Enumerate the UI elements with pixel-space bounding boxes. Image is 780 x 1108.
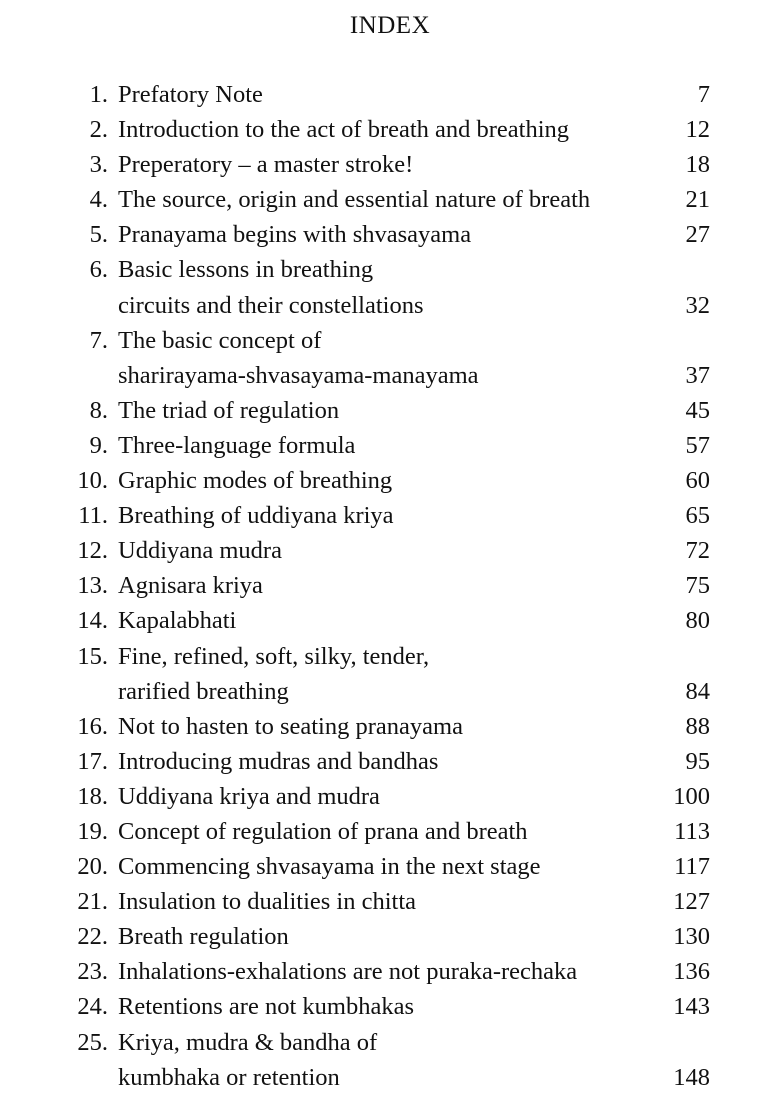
entry-page-number: 80 <box>685 607 710 635</box>
entry-title-line: Breathing of uddiyana kriya <box>118 502 394 530</box>
entry-number: 12. <box>77 537 108 565</box>
index-entry <box>0 884 780 919</box>
entry-number: 17. <box>77 747 108 775</box>
entry-page-number: 37 <box>685 361 710 389</box>
entry-number: 23. <box>77 958 108 986</box>
entry-number: 9. <box>89 431 108 459</box>
entry-title-line: Breath regulation <box>118 923 289 951</box>
entry-title <box>118 217 610 252</box>
entry-page-number: 57 <box>685 431 710 459</box>
entry-title <box>118 814 610 849</box>
entry-title <box>118 884 610 919</box>
entry-number: 7. <box>89 326 108 354</box>
entry-page-number: 117 <box>674 853 710 881</box>
index-entry <box>0 709 780 744</box>
entry-title-line: Agnisara kriya <box>118 572 263 600</box>
entry-title <box>118 1025 610 1095</box>
index-entry <box>0 252 780 322</box>
index-entry <box>0 814 780 849</box>
index-entry <box>0 849 780 884</box>
entry-number: 11. <box>78 502 108 530</box>
entry-page-number: 100 <box>673 782 710 810</box>
index-entry <box>0 498 780 533</box>
index-entry <box>0 1025 780 1095</box>
entry-number: 13. <box>77 572 108 600</box>
entry-title-line: Insulation to dualities in chitta <box>118 888 417 916</box>
entry-number: 4. <box>89 186 108 214</box>
entry-title-line: Not to hasten to seating pranayama <box>118 712 463 740</box>
entry-title-line: Concept of regulation of prana and breath <box>118 817 528 845</box>
entry-page-number: 143 <box>673 993 710 1021</box>
entry-title-line: Kapalabhati <box>118 607 237 635</box>
index-entry <box>0 533 780 568</box>
entry-title-line: Basic lessons in breathing <box>118 256 374 284</box>
entry-title-line: The basic concept of <box>118 326 322 354</box>
index-entry <box>0 77 780 112</box>
entry-page-number: 95 <box>685 747 710 775</box>
entry-number: 14. <box>77 607 108 635</box>
index-entry <box>0 182 780 217</box>
index-entry <box>0 779 780 814</box>
entry-title-line: Introducing mudras and bandhas <box>118 747 439 775</box>
entry-page-number: 32 <box>685 291 710 319</box>
entry-page-number: 113 <box>674 817 710 845</box>
entry-title <box>118 428 610 463</box>
entry-title-line: Uddiyana mudra <box>118 537 282 565</box>
entry-page-number: 84 <box>685 677 710 705</box>
entry-title <box>118 989 610 1024</box>
entry-title-line: Pranayama begins with shvasayama <box>118 221 472 249</box>
entry-number: 21. <box>77 888 108 916</box>
entry-page-number: 60 <box>685 467 710 495</box>
index-entry <box>0 217 780 252</box>
page-title: INDEX <box>349 12 431 39</box>
entry-page-number: 130 <box>673 923 710 951</box>
index-entry <box>0 428 780 463</box>
entry-number: 19. <box>77 817 108 845</box>
entry-number: 22. <box>77 923 108 951</box>
entry-title-line: Three-language formula <box>118 431 356 459</box>
entry-title <box>118 709 610 744</box>
entry-title <box>118 77 610 112</box>
entry-page-number: 21 <box>685 186 710 214</box>
entry-page-number: 136 <box>673 958 710 986</box>
entry-page-number: 75 <box>685 572 710 600</box>
entry-title <box>118 463 610 498</box>
entry-title <box>118 639 610 709</box>
entry-title-line: Introduction to the act of breath and breathing <box>118 116 570 144</box>
entry-number: 8. <box>89 396 108 424</box>
entry-title <box>118 568 610 603</box>
entry-page-number: 7 <box>697 81 710 108</box>
entry-title <box>118 252 610 322</box>
entry-page-number: 45 <box>685 396 710 424</box>
index-list <box>0 77 780 1095</box>
entry-page-number: 88 <box>685 712 710 740</box>
entry-number: 3. <box>89 151 108 179</box>
entry-number: 16. <box>77 712 108 740</box>
entry-title-line: Preperatory – a master stroke! <box>118 151 414 179</box>
entry-title-line: sharirayama-shvasayama-manayama <box>118 361 479 389</box>
entry-title <box>118 323 610 393</box>
index-entry <box>0 954 780 989</box>
index-entry <box>0 323 780 393</box>
entry-title-line: circuits and their constellations <box>118 291 424 319</box>
entry-title-line: Kriya, mudra & bandha of <box>118 1028 378 1056</box>
entry-title-line: rarified breathing <box>118 677 289 705</box>
entry-title <box>118 533 610 568</box>
entry-title-line: The triad of regulation <box>118 396 340 424</box>
entry-number: 24. <box>77 993 108 1021</box>
entry-number: 5. <box>89 221 108 249</box>
index-entry <box>0 744 780 779</box>
entry-title-line: Retentions are not kumbhakas <box>118 993 414 1021</box>
entry-page-number: 12 <box>685 116 710 144</box>
entry-title <box>118 498 610 533</box>
entry-title <box>118 849 610 884</box>
entry-number: 20. <box>77 853 108 881</box>
entry-page-number: 72 <box>685 537 710 565</box>
entry-number: 10. <box>77 467 108 495</box>
entry-title <box>118 779 610 814</box>
index-entry <box>0 639 780 709</box>
entry-title-line: Inhalations-exhalations are not puraka-rechaka <box>118 958 578 986</box>
entry-page-number: 127 <box>673 888 710 916</box>
entry-title <box>118 147 610 182</box>
entry-title <box>118 603 610 638</box>
entry-number: 2. <box>89 116 108 144</box>
entry-title <box>118 954 610 989</box>
entry-page-number: 18 <box>685 151 710 179</box>
entry-title-line: Commencing shvasayama in the next stage <box>118 853 541 881</box>
index-entry <box>0 919 780 954</box>
entry-title <box>118 393 610 428</box>
entry-title <box>118 182 610 217</box>
entry-title-line: Fine, refined, soft, silky, tender, <box>118 642 430 670</box>
entry-title <box>118 919 610 954</box>
index-entry <box>0 463 780 498</box>
entry-page-number: 148 <box>673 1063 710 1091</box>
entry-title-line: Prefatory Note <box>118 81 263 108</box>
entry-title-line: The source, origin and essential nature of breath <box>118 186 591 214</box>
index-entry <box>0 112 780 147</box>
entry-title <box>118 112 610 147</box>
entry-number: 6. <box>89 256 108 284</box>
index-entry <box>0 568 780 603</box>
entry-page-number: 27 <box>685 221 710 249</box>
index-entry <box>0 989 780 1024</box>
index-entry <box>0 393 780 428</box>
index-entry <box>0 147 780 182</box>
entry-number: 18. <box>77 782 108 810</box>
index-entry <box>0 603 780 638</box>
entry-page-number: 65 <box>685 502 710 530</box>
entry-title <box>118 744 610 779</box>
entry-number: 15. <box>77 642 108 670</box>
entry-title-line: Uddiyana kriya and mudra <box>118 782 380 810</box>
entry-number: 1. <box>89 81 108 108</box>
entry-title-line: Graphic modes of breathing <box>118 467 393 495</box>
entry-number: 25. <box>77 1028 108 1056</box>
entry-title-line: kumbhaka or retention <box>118 1063 340 1091</box>
